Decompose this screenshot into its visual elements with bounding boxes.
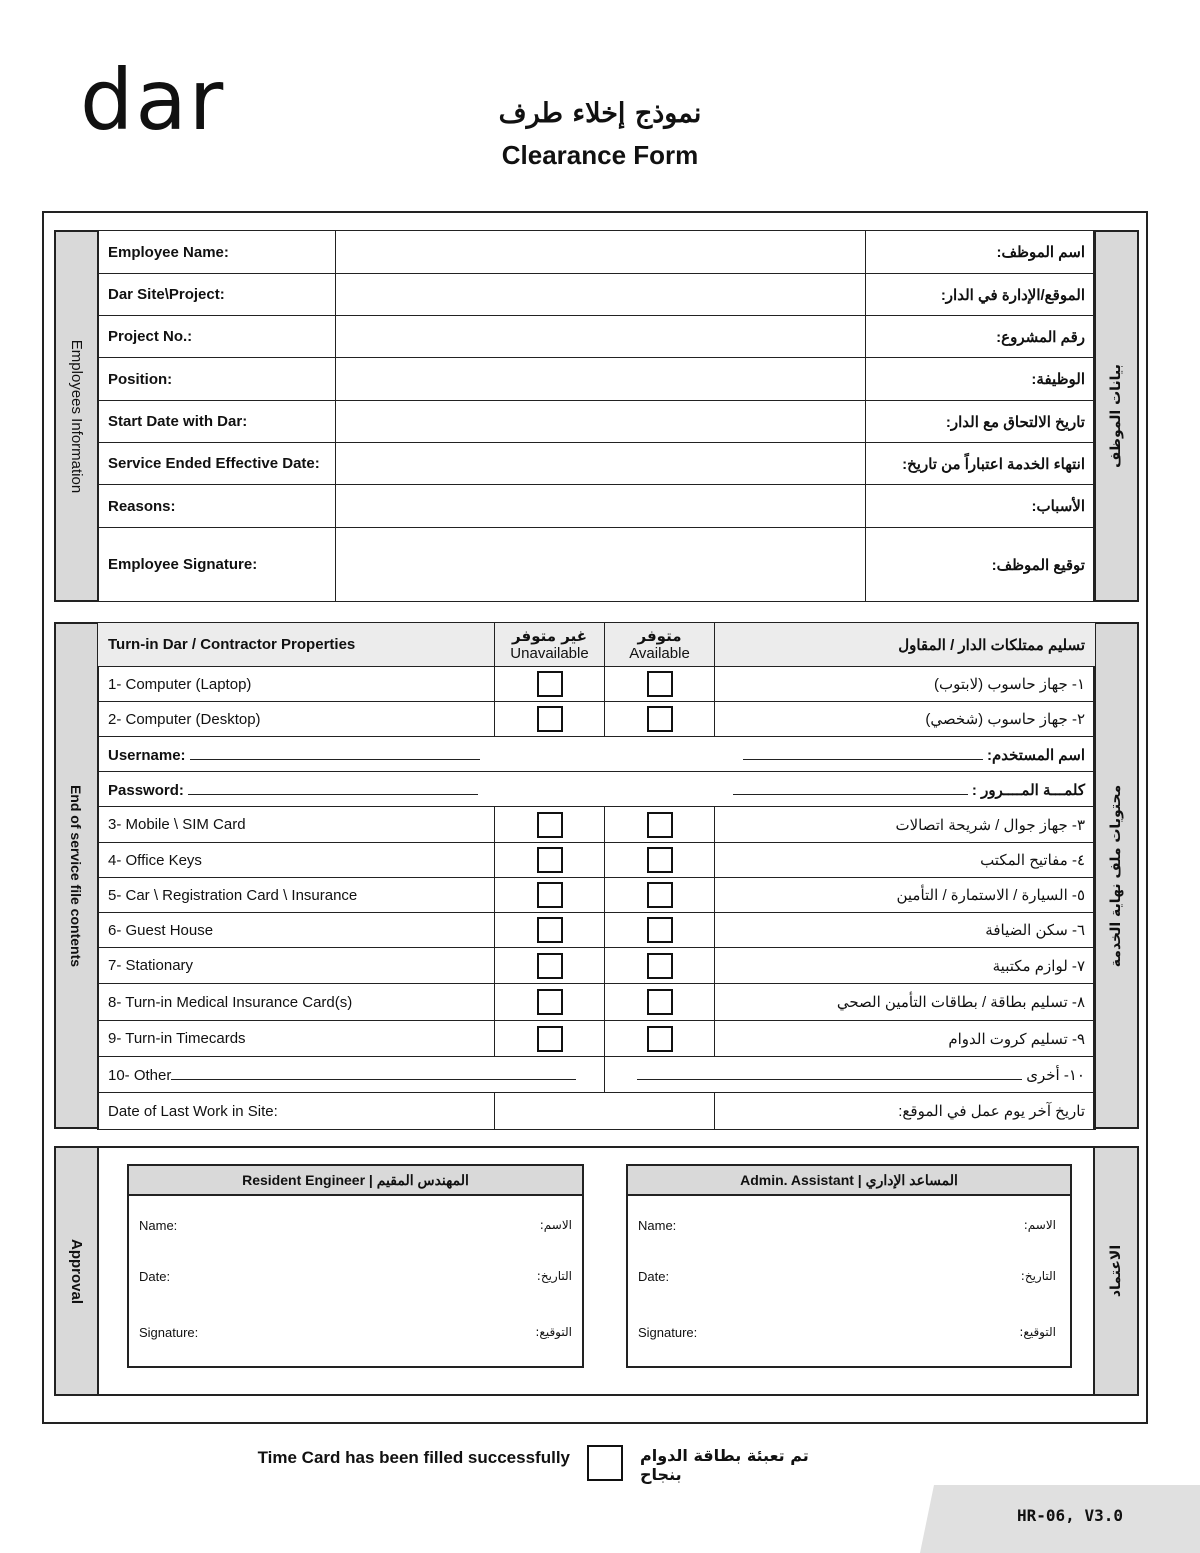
employee-info-label-ar: بيانات الموظف (1108, 364, 1125, 468)
resident-date-row[interactable] (139, 1269, 572, 1284)
name-label: Name: (139, 1218, 178, 1233)
username-label-ar: اسم المستخدم: (986, 746, 1085, 764)
form-title: Clearance Form (501, 140, 699, 170)
employee-name-label: Employee Name: (98, 231, 336, 274)
available-header-ar: متوفر (637, 626, 682, 645)
other-label-ar: ١٠- أخرى (1026, 1067, 1085, 1084)
reasons-label: Reasons: (98, 485, 336, 528)
password-cell-ar (605, 772, 1096, 807)
properties-table (97, 622, 1096, 1130)
employee-info-label: Employees Information (68, 339, 85, 493)
approval-label-ar: الاعتماد (1108, 1244, 1124, 1298)
dar-logo: dar (80, 51, 226, 149)
other-row (98, 1057, 1096, 1093)
unavailable-header (495, 623, 605, 667)
name-label-ar: الاسم: (539, 1218, 572, 1232)
admin-assistant-box (626, 1164, 1072, 1368)
item-label: 2- Computer (Desktop) (98, 702, 495, 737)
item-label: 7- Stationary (98, 948, 495, 984)
table-row (98, 401, 1096, 443)
other-field[interactable] (171, 1065, 576, 1080)
signature-label: Signature: (139, 1325, 199, 1340)
start-date-label: Start Date with Dar: (98, 401, 336, 443)
table-row (98, 443, 1096, 485)
table-row (98, 528, 1096, 602)
position-label: Position: (98, 358, 336, 401)
dar-site-label-ar: الموقع/الإدارة في الدار: (866, 274, 1096, 316)
signature-label-ar: التوقيع: (535, 1325, 572, 1339)
last-work-date-label: Date of Last Work in Site: (98, 1093, 495, 1130)
other-cell (98, 1057, 605, 1093)
position-field[interactable] (336, 358, 866, 401)
date-label: Date: (638, 1269, 670, 1284)
admin-name-row[interactable] (638, 1218, 1060, 1233)
form-title-arabic: نموذج إخلاء طرف (498, 98, 702, 129)
table-row (98, 984, 1096, 1021)
item-label-ar: ٥- السيارة / الاستمارة / التأمين (715, 878, 1096, 913)
laptop-unavailable-checkbox[interactable] (537, 671, 563, 697)
approval-label: Approval (68, 1238, 86, 1304)
start-date-field[interactable] (336, 401, 866, 443)
table-row (98, 274, 1096, 316)
item-label-ar: ١- جهاز حاسوب (لابتوب) (715, 667, 1096, 702)
employee-info-table (97, 230, 1096, 602)
item-label-ar: ٤- مفاتيح المكتب (715, 843, 1096, 878)
reasons-label-ar: الأسباب: (866, 485, 1096, 528)
name-label-ar: الاسم: (1023, 1218, 1056, 1232)
available-header (605, 623, 715, 667)
table-row (98, 667, 1096, 702)
end-of-service-side-label-ar (1093, 622, 1139, 1129)
timecards-available-checkbox[interactable] (647, 1026, 673, 1052)
item-label-ar: ٢- جهاز حاسوب (شخصي) (715, 702, 1096, 737)
properties-header-ar: تسليم ممتلكات الدار / المقاول (715, 623, 1096, 667)
stationary-unavailable-checkbox[interactable] (537, 953, 563, 979)
guest-house-available-checkbox[interactable] (647, 917, 673, 943)
dar-site-label: Dar Site\Project: (98, 274, 336, 316)
employee-signature-label-ar: توقيع الموظف: (866, 528, 1096, 602)
table-row (98, 485, 1096, 528)
name-label: Name: (638, 1218, 677, 1233)
table-row (98, 913, 1096, 948)
item-label-ar: ٣- جهاز جوال / شريحة اتصالات (715, 807, 1096, 843)
resident-engineer-box (127, 1164, 584, 1368)
timecard-confirm-checkbox[interactable] (587, 1445, 623, 1481)
project-no-label: Project No.: (98, 316, 336, 358)
employee-info-side-label (54, 230, 99, 602)
timecards-unavailable-checkbox[interactable] (537, 1026, 563, 1052)
table-row (98, 948, 1096, 984)
timecard-confirm-label-ar: تم تعبئة بطاقة الدوام بنجاح (640, 1446, 809, 1484)
guest-house-unavailable-checkbox[interactable] (537, 917, 563, 943)
stationary-available-checkbox[interactable] (647, 953, 673, 979)
desktop-available-checkbox[interactable] (647, 706, 673, 732)
resident-name-row[interactable] (139, 1218, 572, 1233)
username-cell-ar (605, 737, 1096, 772)
password-label: Password: (108, 781, 184, 799)
table-row (98, 1021, 1096, 1057)
admin-signature-row[interactable] (638, 1325, 1060, 1340)
employee-signature-field[interactable] (336, 528, 866, 602)
employee-signature-label: Employee Signature: (98, 528, 336, 602)
service-ended-label-ar: انتهاء الخدمة اعتباراً من تاريخ: (866, 443, 1096, 485)
item-label-ar: ٩- تسليم كروت الدوام (715, 1021, 1096, 1057)
desktop-unavailable-checkbox[interactable] (537, 706, 563, 732)
password-label-ar: كلمـــة المــــرور : (971, 781, 1085, 799)
item-label-ar: ٦- سكن الضيافة (715, 913, 1096, 948)
password-field-ar[interactable] (733, 780, 968, 795)
item-label: 8- Turn-in Medical Insurance Card(s) (98, 984, 495, 1021)
reasons-field[interactable] (336, 485, 866, 528)
table-row (98, 231, 1096, 274)
item-label: 3- Mobile \ SIM Card (98, 807, 495, 843)
item-label: 1- Computer (Laptop) (98, 667, 495, 702)
username-label: Username: (108, 746, 186, 764)
admin-assistant-title: Admin. Assistant | المساعد الإداري (628, 1166, 1070, 1196)
end-of-service-side-label (54, 622, 99, 1129)
other-cell-ar (605, 1057, 1096, 1093)
item-label: 6- Guest House (98, 913, 495, 948)
unavailable-header-ar: غير متوفر (512, 626, 587, 645)
dar-site-field[interactable] (336, 274, 866, 316)
medical-card-available-checkbox[interactable] (647, 989, 673, 1015)
employee-name-field[interactable] (336, 231, 866, 274)
end-of-service-label-ar: محتويات ملف نهاية الخدمة (1108, 784, 1124, 967)
last-work-date-label-ar: تاريخ آخر يوم عمل في الموقع: (715, 1093, 1096, 1130)
date-label: Date: (139, 1269, 171, 1284)
employee-name-label-ar: اسم الموظف: (866, 231, 1096, 274)
password-row (98, 772, 1096, 807)
table-header-row (98, 623, 1096, 667)
service-ended-label: Service Ended Effective Date: (98, 443, 336, 485)
item-label: 5- Car \ Registration Card \ Insurance (98, 878, 495, 913)
item-label: 4- Office Keys (98, 843, 495, 878)
table-row (98, 702, 1096, 737)
last-work-date-row (98, 1093, 1096, 1130)
signature-label-ar: التوقيع: (1019, 1325, 1056, 1339)
position-label-ar: الوظيفة: (866, 358, 1096, 401)
item-label-ar: ٧- لوازم مكتبية (715, 948, 1096, 984)
office-keys-unavailable-checkbox[interactable] (537, 847, 563, 873)
date-label-ar: التاريخ: (1020, 1269, 1056, 1283)
car-unavailable-checkbox[interactable] (537, 882, 563, 908)
password-field[interactable] (188, 780, 478, 795)
form-version-code: HR-06, V3.0 (1017, 1506, 1123, 1525)
item-label-ar: ٨- تسليم بطاقة / بطاقات التأمين الصحي (715, 984, 1096, 1021)
table-row (98, 843, 1096, 878)
date-label-ar: التاريخ: (536, 1269, 572, 1283)
admin-date-row[interactable] (638, 1269, 1060, 1284)
employee-info-side-label-ar (1093, 230, 1139, 602)
office-keys-available-checkbox[interactable] (647, 847, 673, 873)
signature-label: Signature: (638, 1325, 698, 1340)
item-label: 9- Turn-in Timecards (98, 1021, 495, 1057)
start-date-label-ar: تاريخ الالتحاق مع الدار: (866, 401, 1096, 443)
resident-engineer-title: Resident Engineer | المهندس المقيم (129, 1166, 582, 1196)
end-of-service-label: End of service file contents (68, 784, 85, 967)
other-label: 10- Other (108, 1067, 172, 1084)
project-no-label-ar: رقم المشروع: (866, 316, 1096, 358)
table-row (98, 878, 1096, 913)
table-row (98, 316, 1096, 358)
laptop-available-checkbox[interactable] (647, 671, 673, 697)
unavailable-header-en: Unavailable (510, 644, 589, 662)
approval-side-label-ar (1093, 1146, 1139, 1396)
password-cell (98, 772, 605, 807)
mobile-available-checkbox[interactable] (647, 812, 673, 838)
username-field[interactable] (190, 745, 480, 760)
table-row (98, 358, 1096, 401)
other-field-ar[interactable] (637, 1065, 1022, 1080)
table-row (98, 807, 1096, 843)
timecard-confirm-label: Time Card has been filled successfully (257, 1448, 570, 1467)
properties-header: Turn-in Dar / Contractor Properties (98, 623, 495, 667)
project-no-field[interactable] (336, 316, 866, 358)
service-ended-field[interactable] (336, 443, 866, 485)
available-header-en: Available (629, 644, 690, 662)
resident-signature-row[interactable] (139, 1325, 572, 1340)
username-cell (98, 737, 605, 772)
car-available-checkbox[interactable] (647, 882, 673, 908)
username-row (98, 737, 1096, 772)
last-work-date-field[interactable] (495, 1093, 715, 1130)
mobile-unavailable-checkbox[interactable] (537, 812, 563, 838)
medical-card-unavailable-checkbox[interactable] (537, 989, 563, 1015)
approval-side-label (54, 1146, 99, 1396)
username-field-ar[interactable] (743, 745, 983, 760)
